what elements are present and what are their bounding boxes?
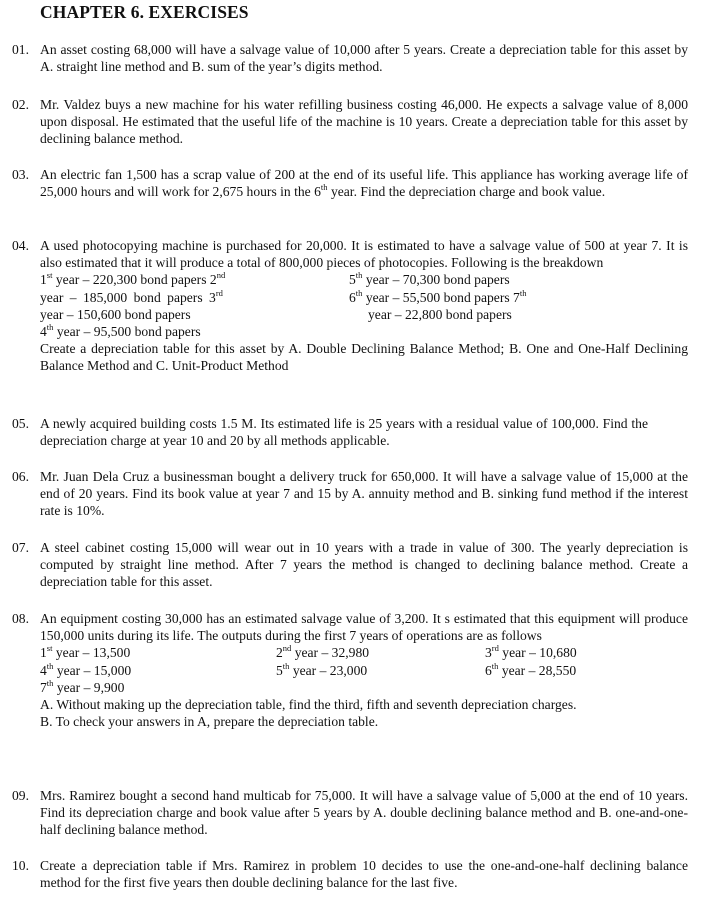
breakdown-row: year – 185,000 bond papers 3rd 6th year – 55,500 bond papers 7th <box>40 287 527 305</box>
outputs-row <box>40 644 688 661</box>
output-item: 3rd year – 10,680 <box>485 643 577 661</box>
exercise-02 <box>12 96 688 148</box>
exercise-text: Mrs. Ramirez bought a second hand multicab for 75,000. It will have a salvage value of 5,000 at the end of 10 years. Find its depreciation charge and book value after 5 years by A. double declining balance method and B. one-and-one-half declining balance method. <box>40 788 688 838</box>
output-item: 1st year – 13,500 <box>40 643 131 661</box>
exercise-03 <box>12 166 688 200</box>
exercise-part-a: A. Without making up the depreciation table, find the third, fifth and seventh depreciation charges. <box>40 696 577 712</box>
exercise-number: 02. <box>12 97 29 112</box>
exercise-07 <box>12 539 688 591</box>
outputs-row <box>40 662 688 679</box>
output-item: 4th year – 15,000 <box>40 660 132 678</box>
exercise-intro: An equipment costing 30,000 has an estimated salvage value of 3,200. It s estimated that this equipment will produce 150,000 units during its life. The outputs during the first 7 years of operations are as follows <box>40 611 688 644</box>
breakdown-row: 4th year – 95,500 bond papers <box>40 321 201 339</box>
output-item: 6th year – 28,550 <box>485 660 577 678</box>
exercise-text: Create a depreciation table if Mrs. Ramirez in problem 10 decides to use the one-and-one-half declining balance method for the first five years then double declining balance for the last five. <box>40 858 688 891</box>
exercise-number: 07. <box>12 540 29 555</box>
exercise-number: 09. <box>12 788 29 803</box>
exercise-number: 10. <box>12 858 29 873</box>
exercise-number: 05. <box>12 416 29 431</box>
exercise-text: A steel cabinet costing 15,000 will wear out in 10 years with a trade in value of 300. The yearly depreciation is computed by straight line method. After 7 years the method is changed to declining balance method. Create a depreciation table for this asset. <box>40 540 688 590</box>
exercise-text <box>40 610 688 730</box>
exercise-01 <box>12 41 688 75</box>
breakdown-row: year – 150,600 bond papers year – 22,800 bond papers <box>40 306 512 322</box>
exercise-instructions: Create a depreciation table for this asset by A. Double Declining Balance Method; B. One and One-Half Declining Balance Method and C. Unit-Product Method <box>40 341 688 374</box>
exercise-number: 01. <box>12 42 29 57</box>
yearly-outputs <box>40 644 688 696</box>
exercise-text: An asset costing 68,000 will have a salvage value of 10,000 after 5 years. Create a depreciation table for this asset by A. straight line method and B. sum of the year’s digits method. <box>40 42 688 75</box>
outputs-row <box>40 679 688 696</box>
exercise-part-b: B. To check your answers in A, prepare the depreciation table. <box>40 714 379 730</box>
exercise-text: Mr. Juan Dela Cruz a businessman bought a delivery truck for 650,000. It will have a salvage value of 15,000 at the end of 20 years. Find its book value at year 7 and 15 by A. annuity method and B. sinking fund method if the interest rate is 10%. <box>40 469 688 519</box>
exercise-05 <box>12 415 688 449</box>
output-item: 5th year – 23,000 <box>276 660 368 678</box>
exercise-09 <box>12 787 688 839</box>
exercise-text <box>40 237 688 375</box>
exercise-04 <box>12 237 688 375</box>
exercise-number: 08. <box>12 611 29 626</box>
exercise-intro: A used photocopying machine is purchased for 20,000. It is estimated to have a salvage value of 500 at year 7. It is also estimated that it will produce a total of 800,000 pieces of photocopies. Following is the breakdown <box>40 238 688 271</box>
bond-paper-breakdown <box>40 271 688 340</box>
exercise-text: An electric fan 1,500 has a scrap value of 200 at the end of its useful life. This appliance has working average life of 25,000 hours and will work for 2,675 hours in the 6th year. Find the depreciation charge and book value. <box>40 167 688 200</box>
exercise-08 <box>12 610 688 730</box>
exercise-text: Mr. Valdez buys a new machine for his water refilling business costing 46,000. He expects a salvage value of 8,000 upon disposal. He estimated that the useful life of the machine is 10 years. Create a depreciation table for this asset by declining balance method. <box>40 97 688 147</box>
breakdown-row: 1st year – 220,300 bond papers 2nd 5th year – 70,300 bond papers <box>40 270 510 288</box>
page-title: CHAPTER 6. EXERCISES <box>40 2 249 22</box>
exercise-text: A newly acquired building costs 1.5 M. Its estimated life is 25 years with a residual value of 100,000. Find the depreciation charge at year 10 and 20 by all methods applicable. <box>40 416 648 449</box>
output-item: 2nd year – 32,980 <box>276 643 370 661</box>
exercise-number: 03. <box>12 167 29 182</box>
exercise-10 <box>12 857 688 891</box>
exercise-number: 04. <box>12 238 29 253</box>
exercise-06 <box>12 468 688 520</box>
output-item: 7th year – 9,900 <box>40 677 125 695</box>
exercise-number: 06. <box>12 469 29 484</box>
